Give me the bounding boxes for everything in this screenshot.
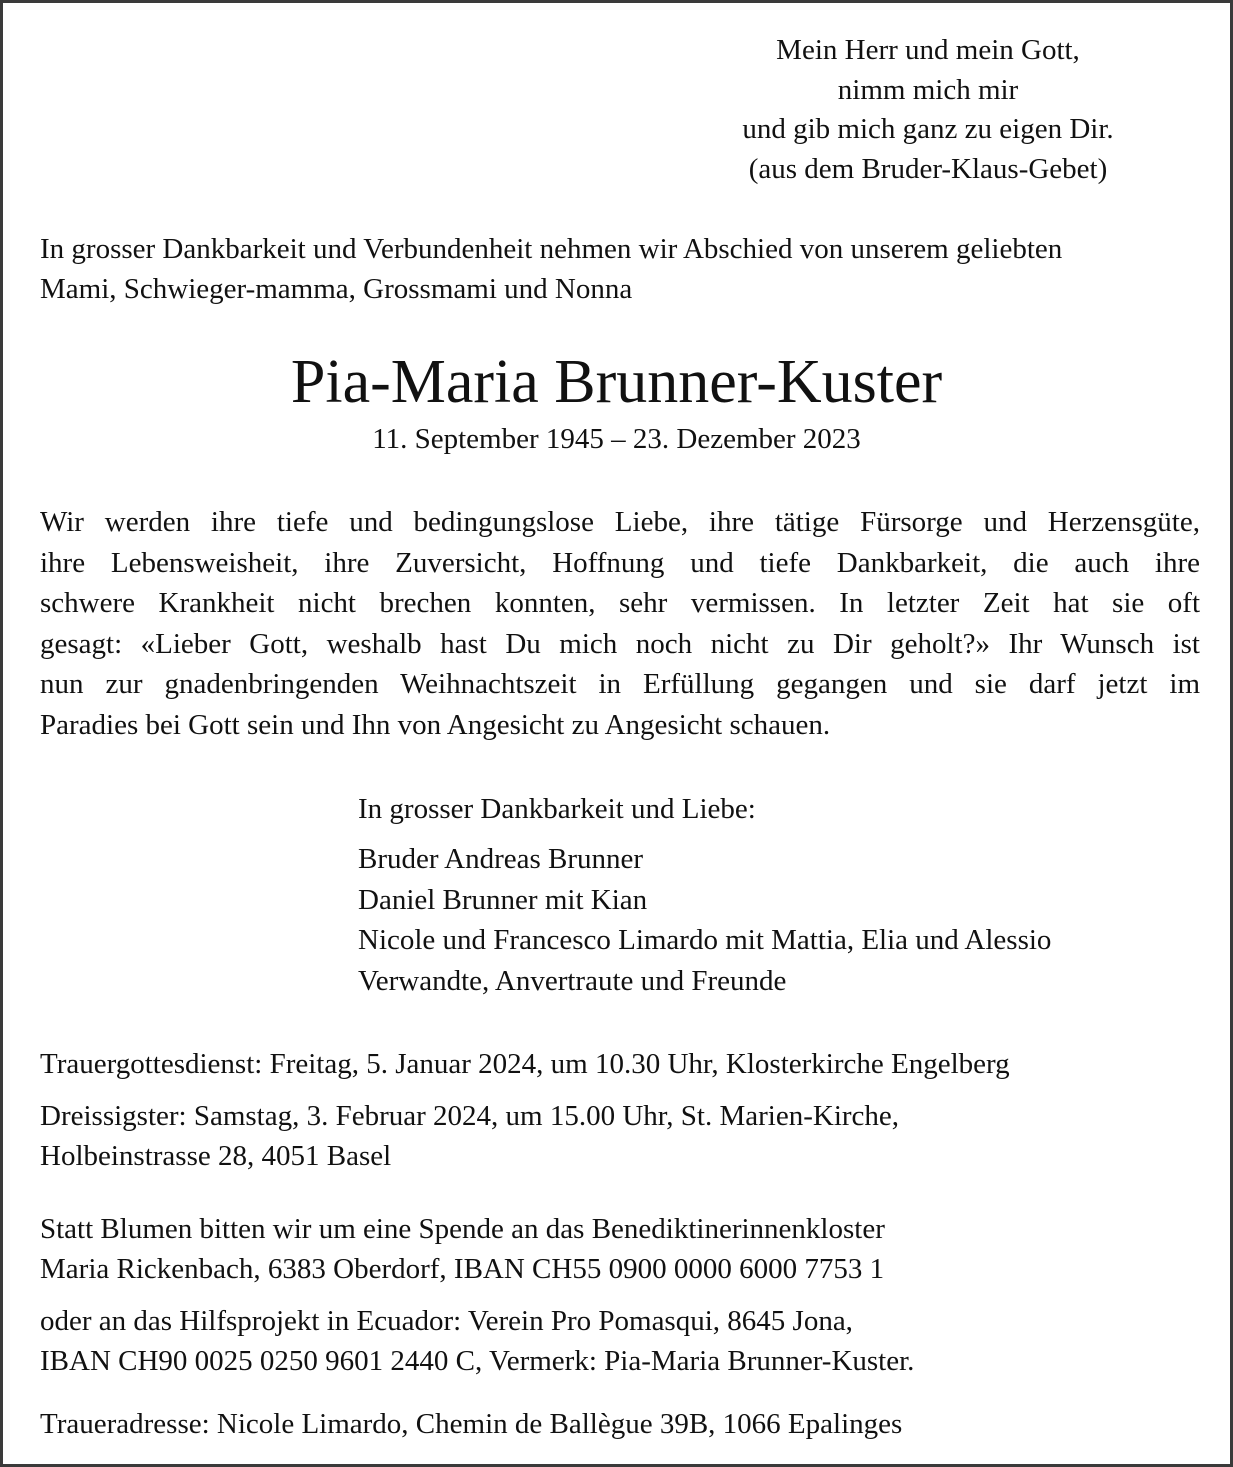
mourning-address: Traueradresse: Nicole Limardo, Chemin de Ballègue 39B, 1066 Epalinges [40,1408,903,1440]
donation-line: oder an das Hilfsprojekt in Ecuador: Verein Pro Pomasqui, 8645 Jona, [40,1305,853,1337]
mourners-heading: In grosser Dankbarkeit und Liebe: [358,793,756,825]
tribute-paragraph [40,502,1200,746]
motto-line: nimm mich mir [837,73,1019,106]
donation-line: IBAN CH90 0025 0250 9601 2440 C, Vermerk: Pia-Maria Brunner-Kuster. [40,1345,915,1377]
motto-line: und gib mich ganz zu eigen Dir. [742,113,1114,145]
motto-source: (aus dem Bruder-Klaus-Gebet) [748,152,1108,185]
intro-line: Mami, Schwieger-mamma, Grossmami und Nonna [40,273,633,305]
service-line: Holbeinstrasse 28, 4051 Basel [40,1140,392,1172]
tribute-line: Wir werden ihre tiefe und bedingungslose Liebe, ihre tätige Fürsorge und Herzensgüte, [40,506,1200,538]
mourner-name: Bruder Andreas Brunner [358,843,644,875]
donation-line: Maria Rickenbach, 6383 Oberdorf, IBAN CH55 0900 0000 6000 7753 1 [40,1253,885,1285]
tribute-line: gesagt: «Lieber Gott, weshalb hast Du mich noch nicht zu Dir geholt?» Ihr Wunsch ist [40,627,1200,660]
mourners-list [358,839,1051,1001]
deceased-name: Pia-Maria Brunner-Kuster [290,348,943,416]
tribute-line: nun zur gnadenbringenden Weihnachtszeit in Erfüllung gegangen und sie darf jetzt im [40,668,1200,701]
donation-line: Statt Blumen bitten wir um eine Spende an das Benediktinerinnenkloster [40,1213,885,1245]
mourner-name: Daniel Brunner mit Kian [358,883,648,916]
thirtieth-day-service [40,1096,899,1176]
tribute-line: ihre Lebensweisheit, ihre Zuversicht, Hoffnung und tiefe Dankbarkeit, die auch ihre [40,546,1200,579]
motto-line: Mein Herr und mein Gott, [776,34,1080,66]
tribute-line: Paradies bei Gott sein und Ihn von Angesicht zu Angesicht schauen. [40,708,831,741]
donation-monastery [40,1209,885,1289]
bible-motto [678,31,1178,189]
intro-line: In grosser Dankbarkeit und Verbundenheit nehmen wir Abschied von unserem geliebten [40,233,1063,265]
tribute-line: schwere Krankheit nicht brechen konnten, sehr vermissen. In letzter Zeit hat sie oft [40,587,1200,620]
life-dates: 11. September 1945 – 23. Dezember 2023 [372,423,861,455]
donation-ecuador [40,1301,914,1381]
mourner-name: Verwandte, Anvertraute und Freunde [358,964,787,997]
mourner-name: Nicole und Francesco Limardo mit Mattia, Elia und Alessio [358,924,1052,956]
intro-text [40,229,1200,309]
funeral-service: Trauergottesdienst: Freitag, 5. Januar 2024, um 10.30 Uhr, Klosterkirche Engelberg [40,1048,1010,1080]
service-line: Dreissigster: Samstag, 3. Februar 2024, um 15.00 Uhr, St. Marien-Kirche, [40,1100,900,1132]
